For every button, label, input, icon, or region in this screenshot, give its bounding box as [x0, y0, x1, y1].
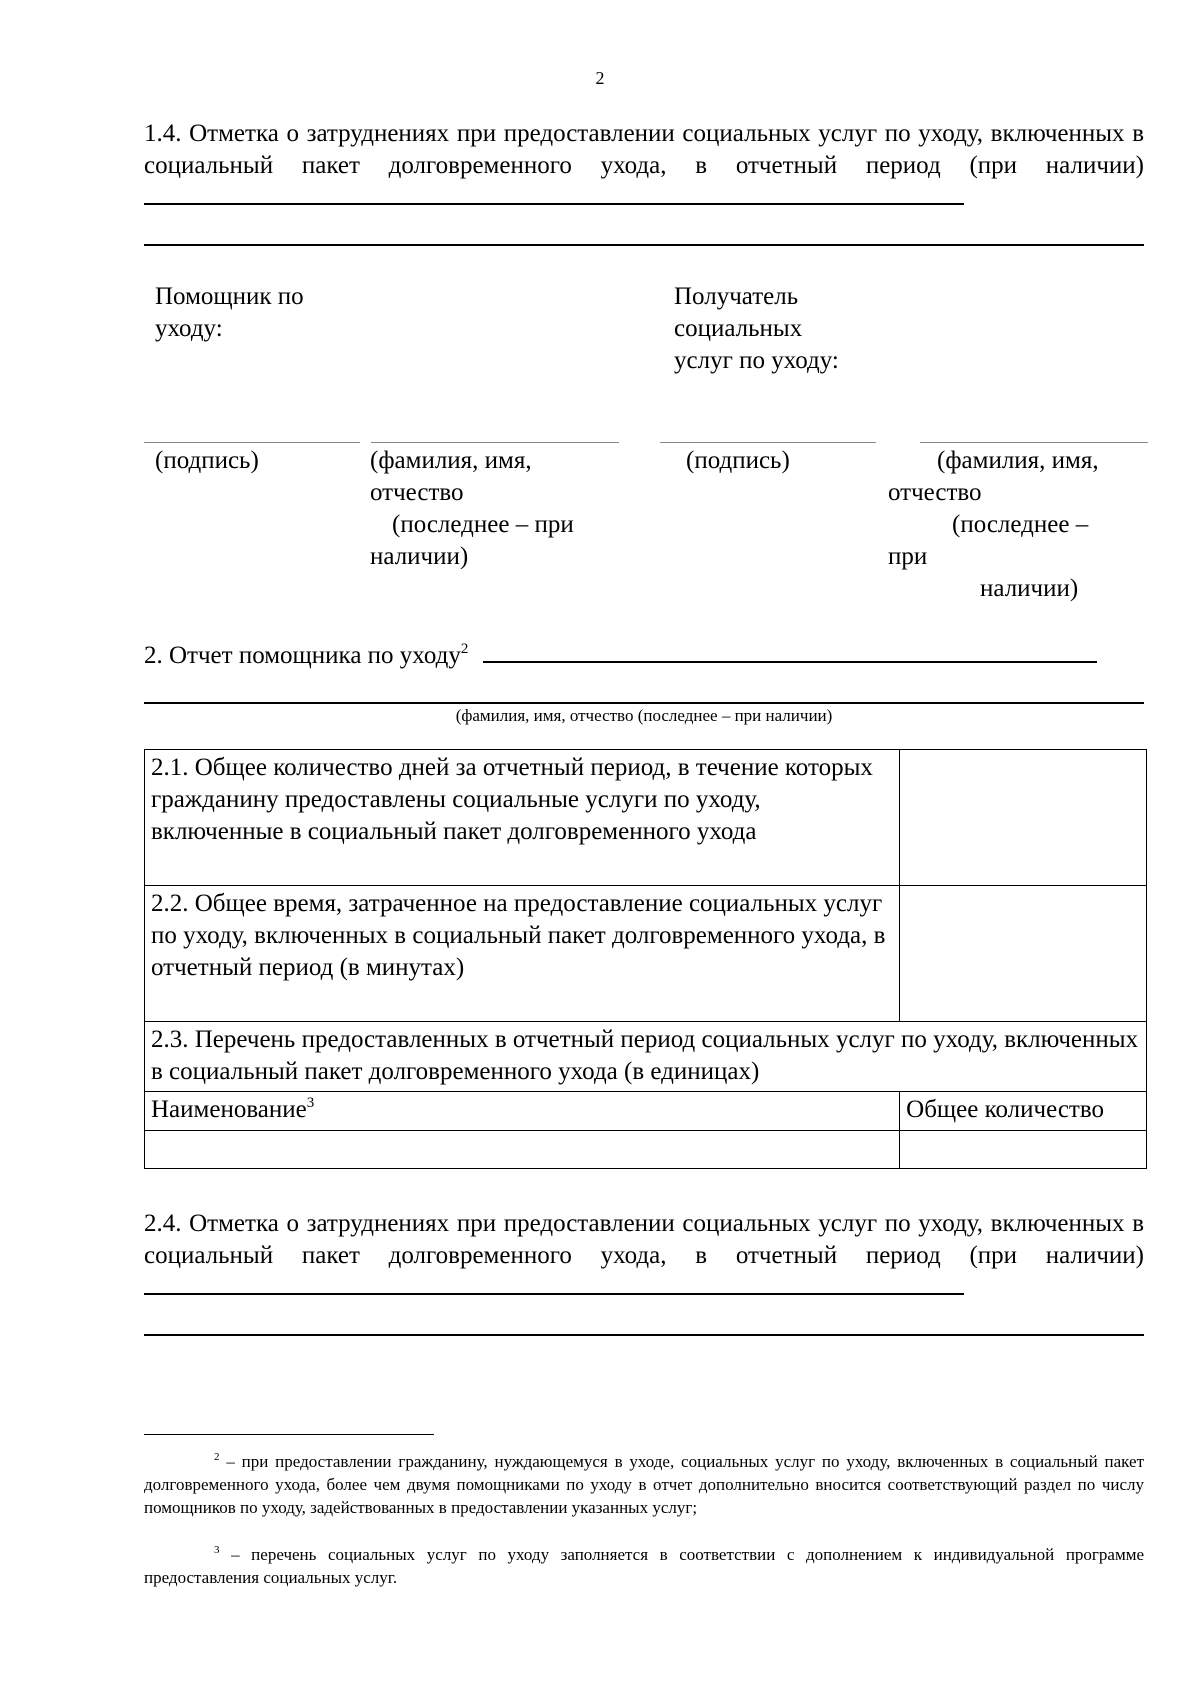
- row-2-1-value-cell[interactable]: [900, 750, 1147, 886]
- section-1-4: [144, 118, 1144, 214]
- caption-line: отчество: [370, 479, 464, 506]
- section-2-title: [144, 640, 1144, 672]
- helper-label-line: уходу:: [155, 315, 223, 342]
- caption-line: (фамилия, имя,: [370, 447, 532, 474]
- table-row: [145, 750, 1147, 886]
- section-2-name-caption: (фамилия, имя, отчество (последнее – при наличии): [455, 706, 833, 725]
- page-number: 2: [595, 68, 605, 88]
- caption-line: наличии): [370, 543, 469, 570]
- recipient-label-line: социальных: [674, 315, 803, 342]
- caption-line: (последнее – при: [392, 511, 574, 538]
- caption-line: наличии): [980, 575, 1079, 602]
- recipient-label-line: услуг по уходу:: [674, 347, 839, 374]
- table-row: [145, 1131, 1147, 1169]
- col-name-header: [145, 1092, 900, 1131]
- caption-line: при: [888, 543, 928, 570]
- section-2-name-line[interactable]: [483, 643, 1097, 663]
- report-table: [144, 749, 1147, 1169]
- col-name-text: Наименование: [151, 1096, 307, 1123]
- row-2-1-label: 2.1. Общее количество дней за отчетный период, в течение которых гражданину предоставлены социальные услуги по уходу, включенные в социальный пакет долговременного ухода: [145, 750, 900, 886]
- table-row: [145, 886, 1147, 1022]
- footnote-3: [144, 1543, 1144, 1589]
- footnote-mark: 2: [214, 1451, 220, 1463]
- footnote-text: – при предоставлении гражданину, нуждающемуся в уходе, социальных услуг по уходу, включенных в социальный пакет долговременного ухода, более чем двумя помощниками по уходу в отчет дополнительно вносится соответствующий раздел по числу помощников по уходу, задействованных в предоставлении указанных услуг;: [144, 1452, 1144, 1517]
- footnote-2: [144, 1450, 1144, 1519]
- footnote-ref: 2: [460, 641, 469, 657]
- section-1-4-text: 1.4. Отметка о затруднениях при предоставлении социальных услуг по уходу, включенных в социальный пакет долговременного ухода, в отчетный период (при наличии): [144, 120, 1144, 179]
- caption-line: (фамилия, имя,: [937, 447, 1099, 474]
- helper-label-line: Помощник по: [155, 283, 304, 310]
- table-row: [145, 1022, 1147, 1092]
- helper-label: [155, 281, 304, 345]
- helper-name-caption: [370, 445, 630, 573]
- recipient-name-line[interactable]: [920, 442, 1148, 443]
- section-1-4-fill-line[interactable]: [144, 185, 964, 205]
- section-2-4-text: 2.4. Отметка о затруднениях при предоставлении социальных услуг по уходу, включенных в социальный пакет долговременного ухода, в отчетный период (при наличии): [144, 1210, 1144, 1269]
- section-1-4-fill-line-2[interactable]: [144, 244, 1144, 246]
- recipient-name-caption: [888, 445, 1148, 605]
- table-row: [145, 1092, 1147, 1131]
- row-2-2-label: 2.2. Общее время, затраченное на предоставление социальных услуг по уходу, включенных в социальный пакет долговременного ухода, в отчетный период (в минутах): [145, 886, 900, 1022]
- section-2-title-text: 2. Отчет помощника по уходу: [144, 642, 461, 669]
- footnote-text: – перечень социальных услуг по уходу заполняется в соответствии с дополнением к индивидуальной программе предоставления социальных услуг.: [144, 1545, 1144, 1587]
- row-2-3-label: 2.3. Перечень предоставленных в отчетный период социальных услуг по уходу, включенных в социальный пакет долговременного ухода (в единицах): [145, 1022, 1147, 1092]
- section-2-4: [144, 1208, 1144, 1304]
- footnote-ref: 3: [306, 1095, 315, 1111]
- footnote-mark: 3: [214, 1544, 220, 1556]
- recipient-label-line: Получатель: [674, 283, 799, 310]
- section-2-4-fill-line[interactable]: [144, 1275, 964, 1295]
- caption-line: отчество: [888, 479, 982, 506]
- row-2-2-value-cell[interactable]: [900, 886, 1147, 1022]
- section-2-4-fill-line-2[interactable]: [144, 1334, 1144, 1336]
- footnote-separator: [144, 1434, 434, 1435]
- section-2-name-line-2[interactable]: [144, 702, 1144, 704]
- recipient-label: [674, 281, 839, 377]
- recipient-signature-caption: (подпись): [686, 447, 790, 474]
- col-total-header: Общее количество: [900, 1092, 1147, 1131]
- service-total-cell[interactable]: [900, 1131, 1147, 1169]
- caption-line: (последнее –: [952, 511, 1089, 538]
- helper-signature-caption: (подпись): [155, 447, 259, 474]
- helper-name-line[interactable]: [371, 442, 619, 443]
- service-name-cell[interactable]: [145, 1131, 900, 1169]
- helper-signature-line[interactable]: [144, 442, 360, 443]
- recipient-signature-line[interactable]: [660, 442, 876, 443]
